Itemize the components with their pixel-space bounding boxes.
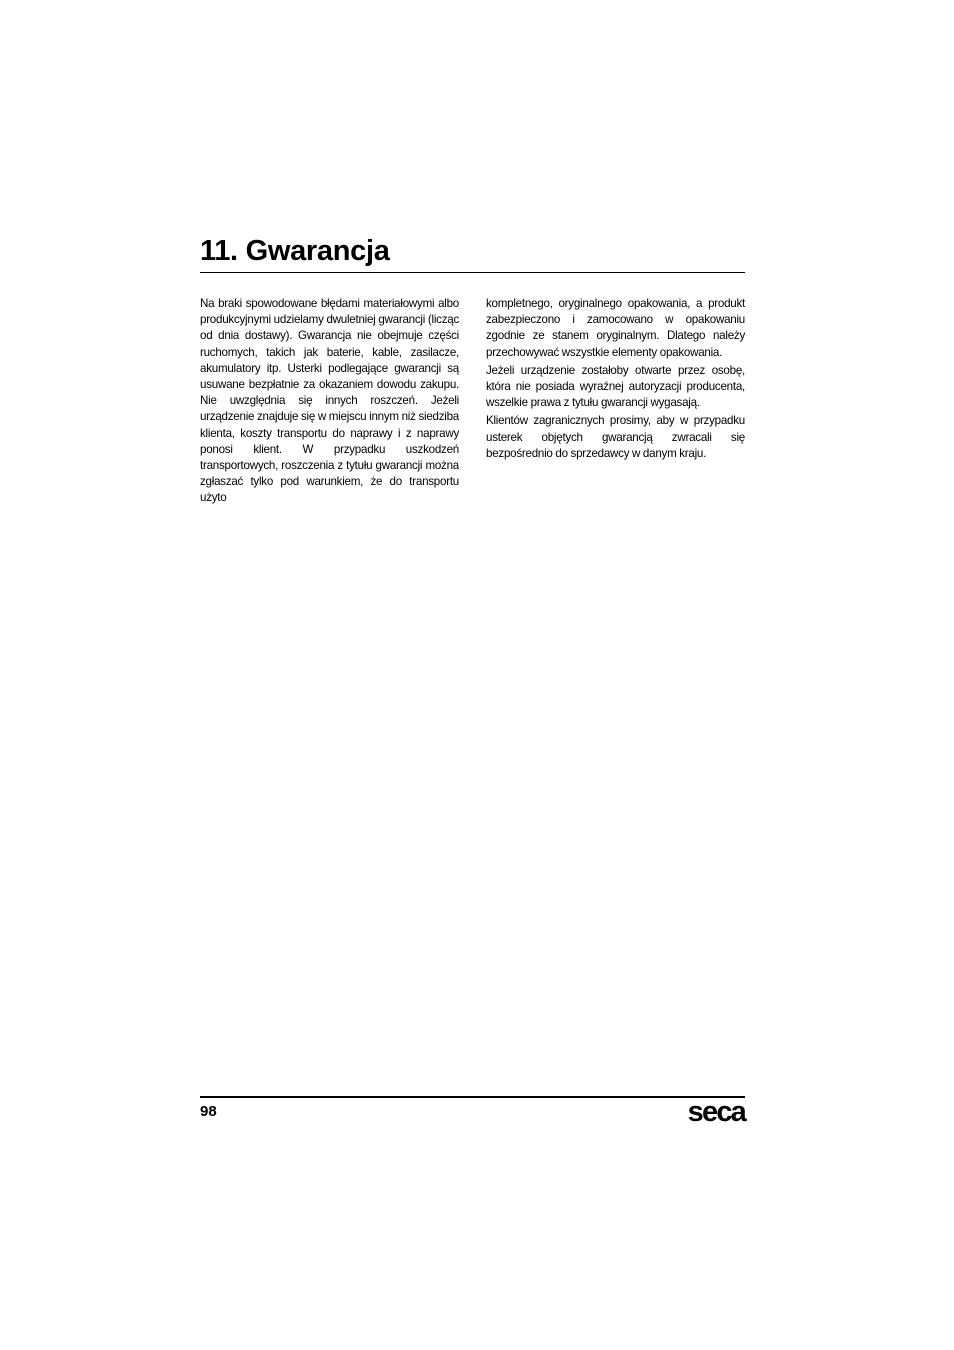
page-number: 98	[200, 1103, 217, 1120]
text-column-left	[200, 296, 459, 509]
paragraph-foreign-customers: Klientów zagranicznych prosimy, aby w przypadku usterek objętych gwarancją zwracali się bezpośrednio do sprzedawcy w danym kraju.	[486, 414, 745, 460]
brand-logo: seca	[687, 1096, 745, 1128]
page-title: 11. Gwarancja	[200, 235, 390, 267]
text-column-right	[486, 296, 745, 464]
title-divider	[200, 272, 745, 273]
footer-divider	[200, 1096, 745, 1098]
paragraph-unauthorized-opening: Jeżeli urządzenie zostałoby otwarte przez osobę, która nie posiada wyraźnej autoryzacji producenta, wszelkie prawa z tytułu gwarancji wygasają.	[486, 363, 745, 410]
paragraph-warranty-terms: Na braki spowodowane błędami materiałowymi albo produkcyjnymi udzielamy dwuletniej gwarancji (licząc od dnia dostawy). Gwarancja nie obejmuje części ruchomych, takich jak baterie, kable, zasilacze, akumulatory itp. Usterki podlegające gwarancji są usuwane bezpłatnie za okazaniem dowodu zakupu. Nie uwzględnia się innych roszczeń. Jeżeli urządzenie znajduje się w miejscu innym niż siedziba klienta, koszty transportu do naprawy i z naprawy ponosi klient. W przypadku uszkodzeń transportowych, roszczenia z tytułu gwarancji można zgłaszać tylko pod warunkiem, że do transportu użyto	[200, 297, 459, 505]
paragraph-packaging: kompletnego, oryginalnego opakowania, a produkt zabezpieczono i zamocowano w opakowaniu zgodnie ze stanem oryginalnym. Dlatego należy przechowywać wszystkie elementy opakowania.	[486, 297, 745, 359]
